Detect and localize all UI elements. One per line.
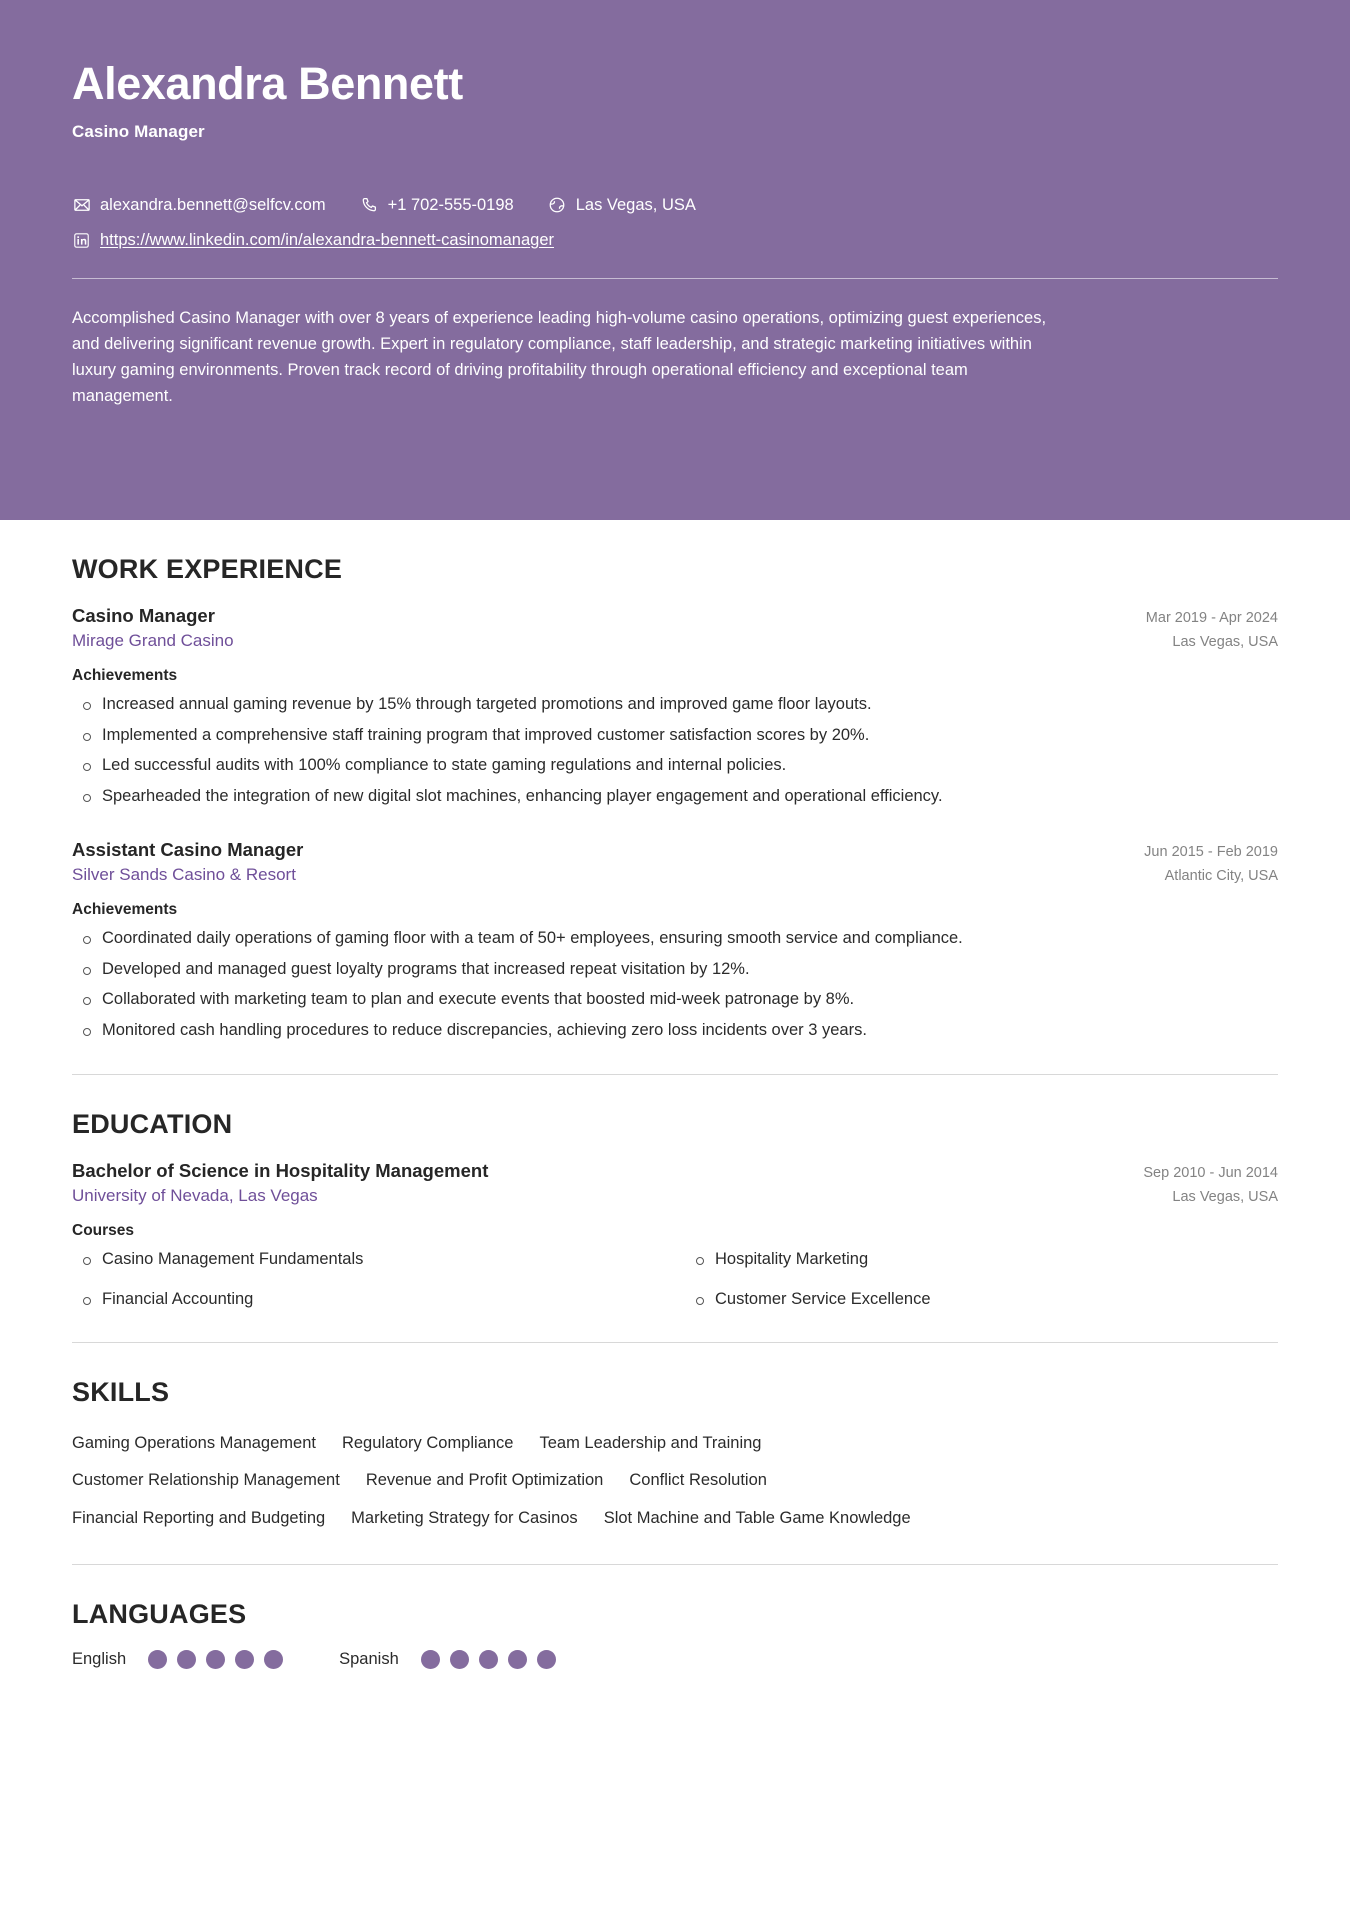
resume-header [0,0,1350,520]
education-entry-subheader [72,1182,1278,1206]
language-level-dots [148,1650,293,1669]
proficiency-dot [235,1650,254,1669]
contact-details [72,194,1278,252]
proficiency-dot [537,1650,556,1669]
language-level-dots [421,1650,566,1669]
proficiency-dot [421,1650,440,1669]
section-skills [72,1343,1278,1565]
skill-item: Slot Machine and Table Game Knowledge [603,1508,911,1527]
contact-linkedin-label[interactable]: https://www.linkedin.com/in/alexandra-bennett-casinomanager [100,230,554,249]
work-entry-dates: Mar 2019 - Apr 2024 [1145,610,1278,626]
language-item [339,1650,566,1669]
work-entry-title: Assistant Casino Manager [72,839,304,861]
achievement-item: Coordinated daily operations of gaming floor with a team of 50+ employees, ensuring smooth service and compliance. [72,926,1278,952]
language-name: Spanish [339,1650,399,1669]
phone-icon [360,196,379,215]
work-entry-location: Atlantic City, USA [1164,868,1278,885]
skill-item: Revenue and Profit Optimization [365,1471,604,1490]
education-entry [72,1160,1278,1313]
proficiency-dot [508,1650,527,1669]
candidate-job-title: Casino Manager [72,121,205,141]
course-item: Hospitality Marketing [685,1247,1278,1272]
language-name: English [72,1650,127,1669]
skill-item: Marketing Strategy for Casinos [351,1508,578,1527]
skills-row [72,1503,1278,1534]
resume-body [0,520,1350,1709]
course-item: Financial Accounting [72,1287,665,1312]
location-icon [548,196,567,215]
education-entry-degree: Bachelor of Science in Hospitality Management [72,1159,489,1181]
work-entry-organization: Silver Sands Casino & Resort [72,865,296,885]
achievement-item: Collaborated with marketing team to plan and execute events that boosted mid-week patronage by 8%. [72,987,1278,1013]
section-education [72,1075,1278,1344]
header-divider [72,278,1278,279]
contact-phone-label: +1 702-555-0198 [387,195,514,214]
skill-item: Team Leadership and Training [539,1434,762,1452]
languages-list [72,1650,1278,1669]
skills-row [72,1465,1278,1496]
contact-line-primary [72,194,1278,217]
skill-item: Financial Reporting and Budgeting [72,1508,326,1527]
education-courses-label: Courses [72,1221,135,1239]
section-title-skills: SKILLS [72,1377,170,1407]
work-entry-header [72,605,1278,627]
skills-list [72,1428,1278,1534]
work-entry-header [72,839,1278,861]
professional-summary: Accomplished Casino Manager with over 8 years of experience leading high-volume casino operations, optimizing guest experiences, and delivering significant revenue growth. Expert in regulatory compliance, staff leadership, and strategic marketing initiatives within luxury gaming environments. Proven track record of driving profitability through operational efficiency and exceptional team management. [72,308,1047,406]
work-entry [72,839,1278,1043]
achievement-item: Monitored cash handling procedures to reduce discrepancies, achieving zero loss incidents over 3 years. [72,1018,1278,1044]
achievement-item: Developed and managed guest loyalty programs that increased repeat visitation by 12%. [72,957,1278,983]
work-entry-dates: Jun 2015 - Feb 2019 [1144,844,1278,861]
candidate-name: Alexandra Bennett [72,58,463,109]
skills-row [72,1428,1278,1459]
section-languages [72,1565,1278,1669]
education-entry-dates: Sep 2010 - Jun 2014 [1143,1164,1278,1181]
contact-location-label: Las Vegas, USA [575,195,696,214]
work-entry-subheader [72,627,1278,651]
achievement-item: Led successful audits with 100% compliance to state gaming regulations and internal policies. [72,753,1278,779]
work-entry-title: Casino Manager [72,605,215,626]
work-entry [72,605,1278,809]
work-entry-location: Las Vegas, USA [1172,634,1278,650]
contact-location [548,194,696,217]
contact-linkedin[interactable] [72,229,554,252]
contact-email[interactable] [72,194,326,217]
work-entry-organization: Mirage Grand Casino [72,631,234,650]
contact-phone[interactable] [360,194,514,217]
proficiency-dot [177,1650,196,1669]
contact-email-label: alexandra.bennett@selfcv.com [100,195,326,214]
skill-item: Regulatory Compliance [341,1434,514,1452]
achievement-item: Spearheaded the integration of new digital slot machines, enhancing player engagement and operational efficiency. [72,784,1278,810]
proficiency-dot [450,1650,469,1669]
course-item: Customer Service Excellence [685,1287,1278,1312]
section-title-languages: LANGUAGES [72,1599,247,1630]
section-work-experience [72,520,1278,1075]
language-item [72,1650,293,1669]
education-courses-list [72,1247,1278,1313]
proficiency-dot [206,1650,225,1669]
work-entry-subheader [72,861,1278,885]
envelope-icon [72,196,91,215]
linkedin-icon [72,231,91,250]
skill-item: Customer Relationship Management [72,1471,340,1490]
education-entry-institution: University of Nevada, Las Vegas [72,1185,318,1205]
achievement-item: Increased annual gaming revenue by 15% through targeted promotions and improved game floor layouts. [72,692,1278,718]
work-entry-achievements-label: Achievements [72,901,178,919]
section-title-education: EDUCATION [72,1108,233,1139]
education-entry-location: Las Vegas, USA [1172,1188,1278,1205]
skill-item: Gaming Operations Management [72,1434,316,1452]
proficiency-dot [264,1650,283,1669]
proficiency-dot [148,1650,167,1669]
skill-item: Conflict Resolution [629,1471,767,1490]
achievement-item: Implemented a comprehensive staff training program that improved customer satisfaction scores by 20%. [72,723,1278,749]
proficiency-dot [479,1650,498,1669]
education-entry-header [72,1160,1278,1182]
section-title-work-experience: WORK EXPERIENCE [72,554,343,584]
work-entry-achievements-label: Achievements [72,667,178,684]
work-entry-achievements-list [72,926,1278,1043]
contact-line-secondary [72,229,1278,252]
work-entry-achievements-list [72,692,1278,809]
course-item: Casino Management Fundamentals [72,1247,665,1272]
